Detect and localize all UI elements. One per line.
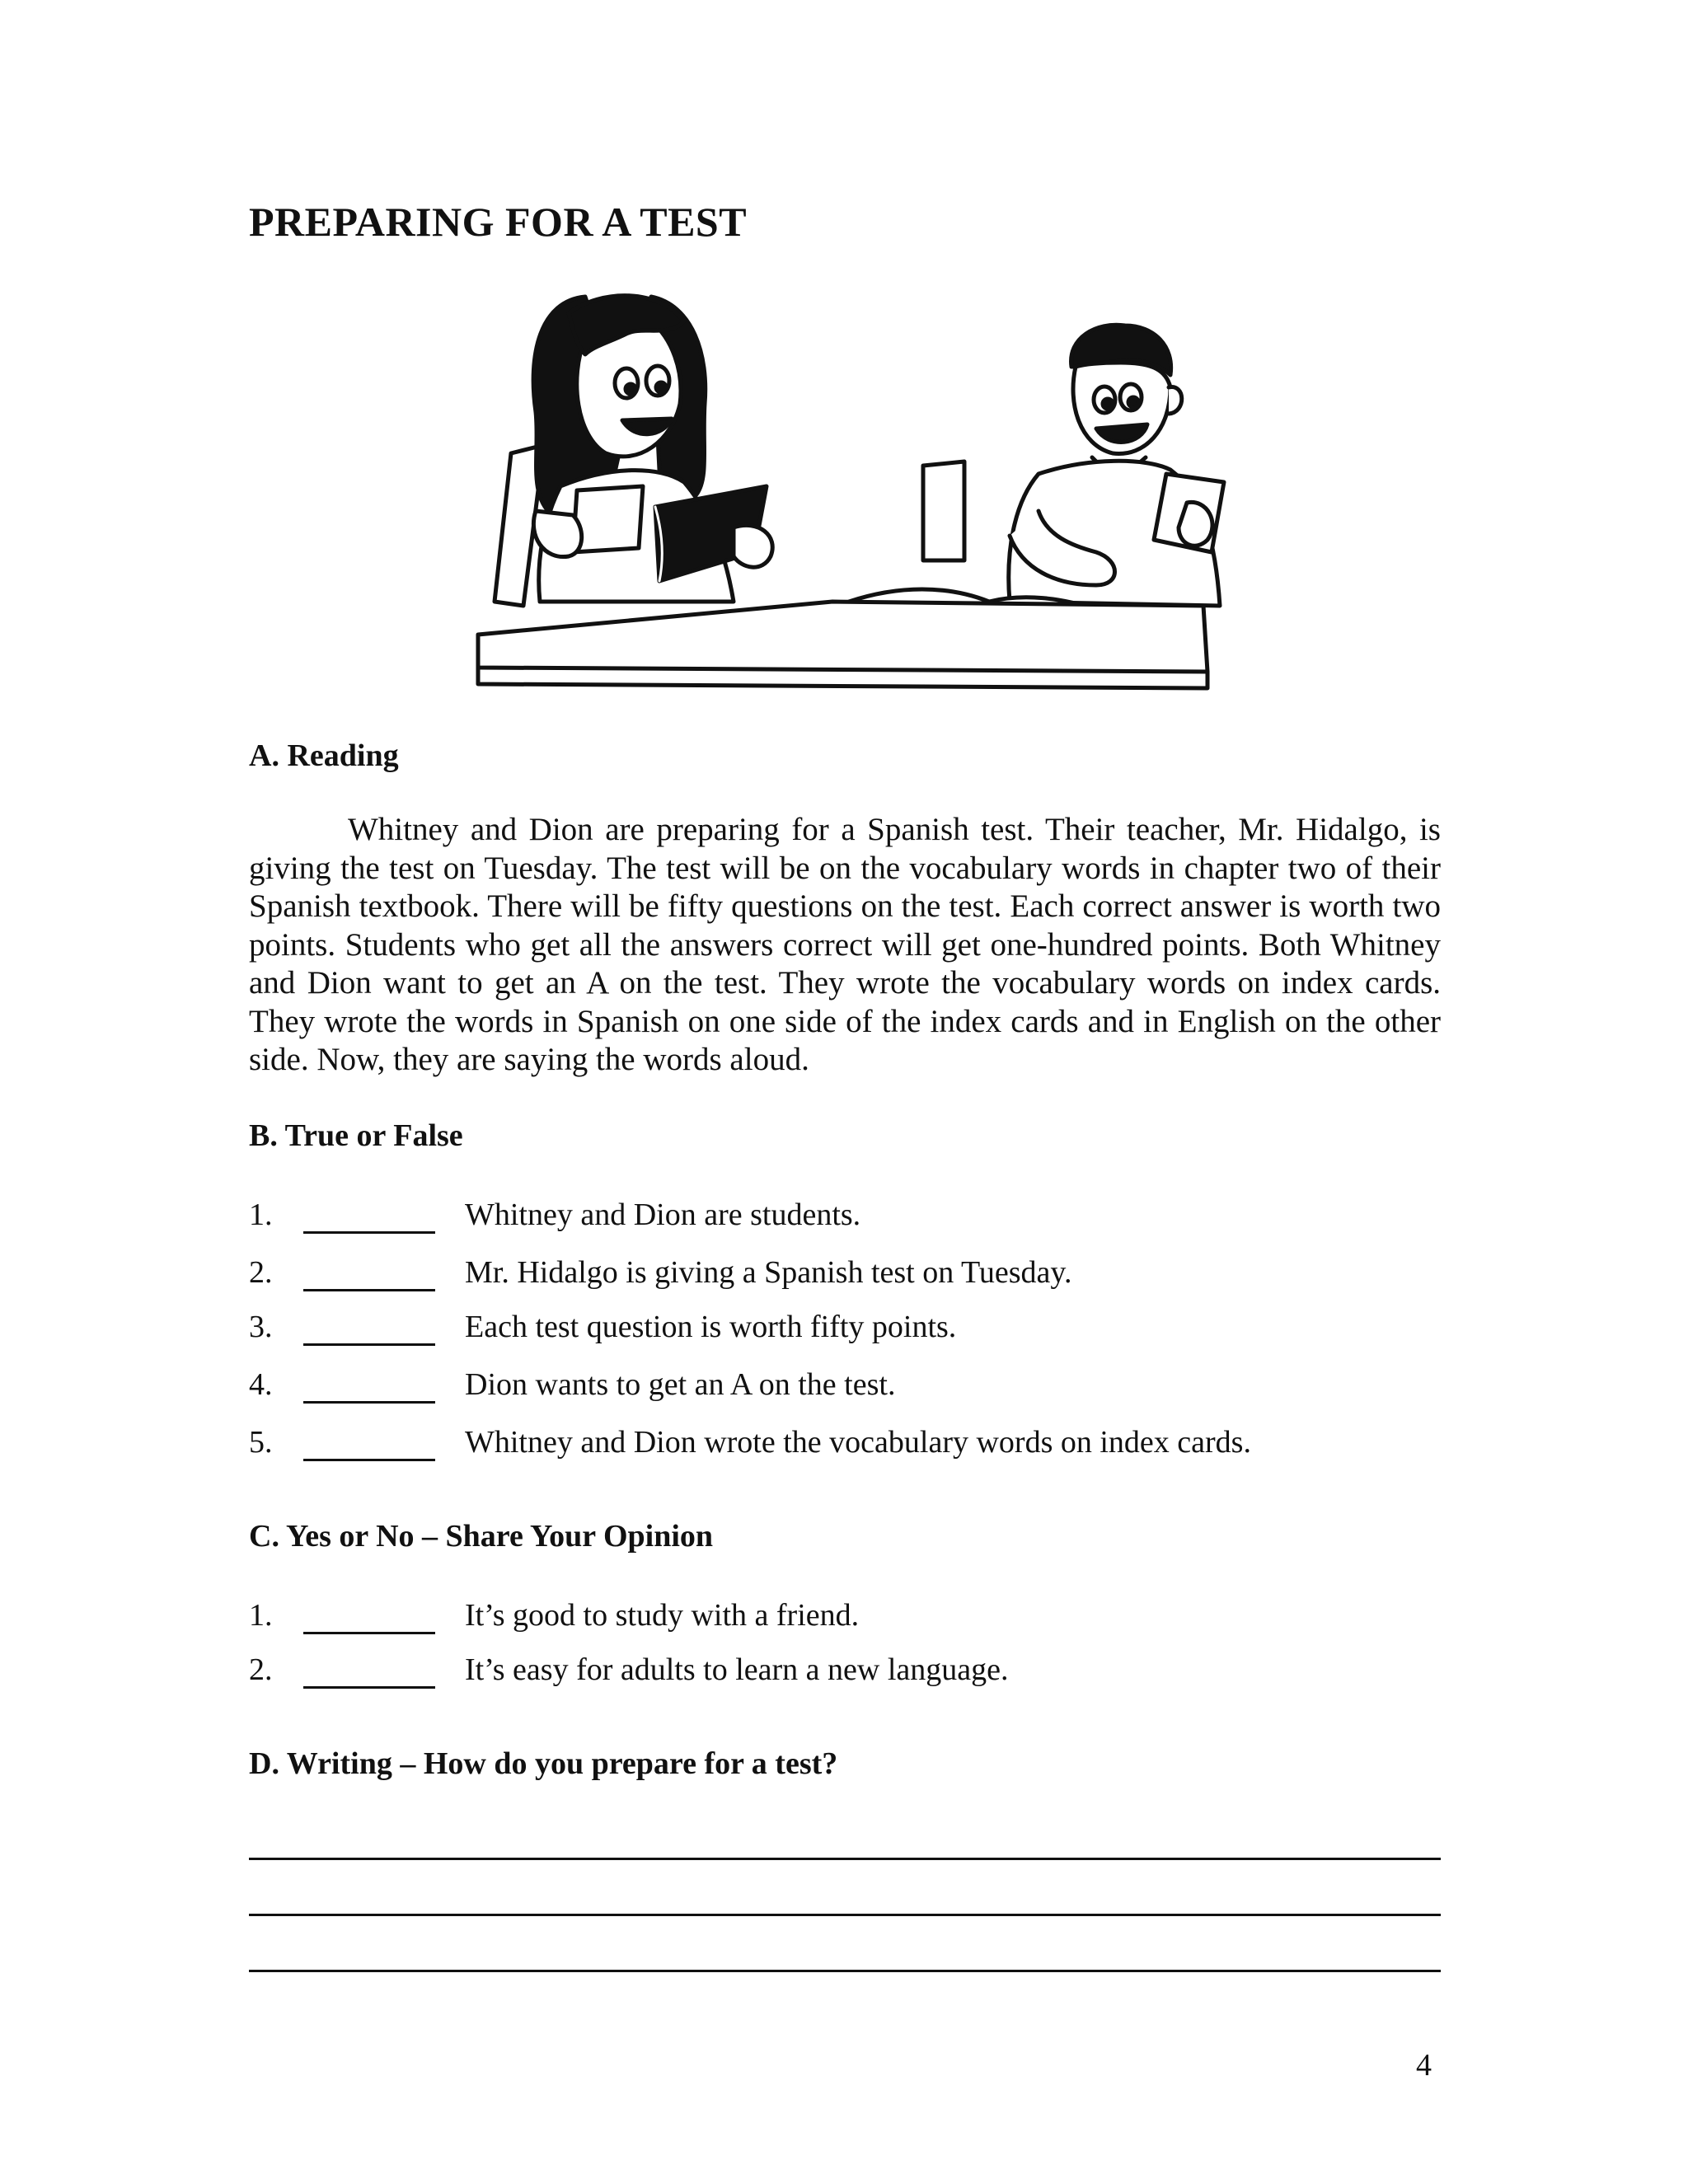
answer-blank[interactable] [303,1231,435,1234]
writing-answer-line[interactable] [249,1970,1441,1972]
item-number: 4. [249,1367,273,1402]
writing-answer-line[interactable] [249,1914,1441,1916]
item-number: 1. [249,1598,273,1633]
page-number: 4 [1416,2048,1432,2083]
writing-answer-line[interactable] [249,1858,1441,1860]
page-title: PREPARING FOR A TEST [249,199,748,245]
yes-no-heading: C. Yes or No – Share Your Opinion [249,1519,714,1554]
answer-blank[interactable] [303,1632,435,1634]
item-statement: It’s good to study with a friend. [465,1598,860,1633]
item-number: 1. [249,1197,273,1232]
item-statement: Dion wants to get an A on the test. [465,1367,896,1402]
item-number: 3. [249,1310,273,1344]
item-statement: It’s easy for adults to learn a new language. [465,1652,1009,1687]
answer-blank[interactable] [303,1686,435,1689]
writing-heading: D. Writing – How do you prepare for a test? [249,1746,838,1781]
item-statement: Each test question is worth fifty points. [465,1310,957,1344]
reading-passage: Whitney and Dion are preparing for a Spanish test. Their teacher, Mr. Hidalgo, is giving the test on Tuesday. The test will be on the vocabulary words in chapter two of their Spanish textbook. There will be fifty questions on the test. Each correct answer is worth two points. Students who get all the answers correct will get one-hundred points. Both Whitney and Dion want to get an A on the test. They wrote the vocabulary words on index cards. They wrote the words in Spanish on one side of the index cards and in English on the other side. Now, they are saying the words aloud. [249,812,1441,1077]
item-number: 2. [249,1255,273,1290]
item-number: 2. [249,1652,273,1687]
answer-blank[interactable] [303,1401,435,1404]
answer-blank[interactable] [303,1459,435,1461]
item-number: 5. [249,1425,273,1460]
reading-heading: A. Reading [249,738,399,773]
item-statement: Whitney and Dion are students. [465,1197,861,1232]
students-studying-illustration [462,288,1236,701]
item-statement: Whitney and Dion wrote the vocabulary words on index cards. [465,1425,1251,1460]
item-statement: Mr. Hidalgo is giving a Spanish test on Tuesday. [465,1255,1072,1290]
answer-blank[interactable] [303,1289,435,1291]
true-false-heading: B. True or False [249,1118,463,1153]
answer-blank[interactable] [303,1343,435,1346]
